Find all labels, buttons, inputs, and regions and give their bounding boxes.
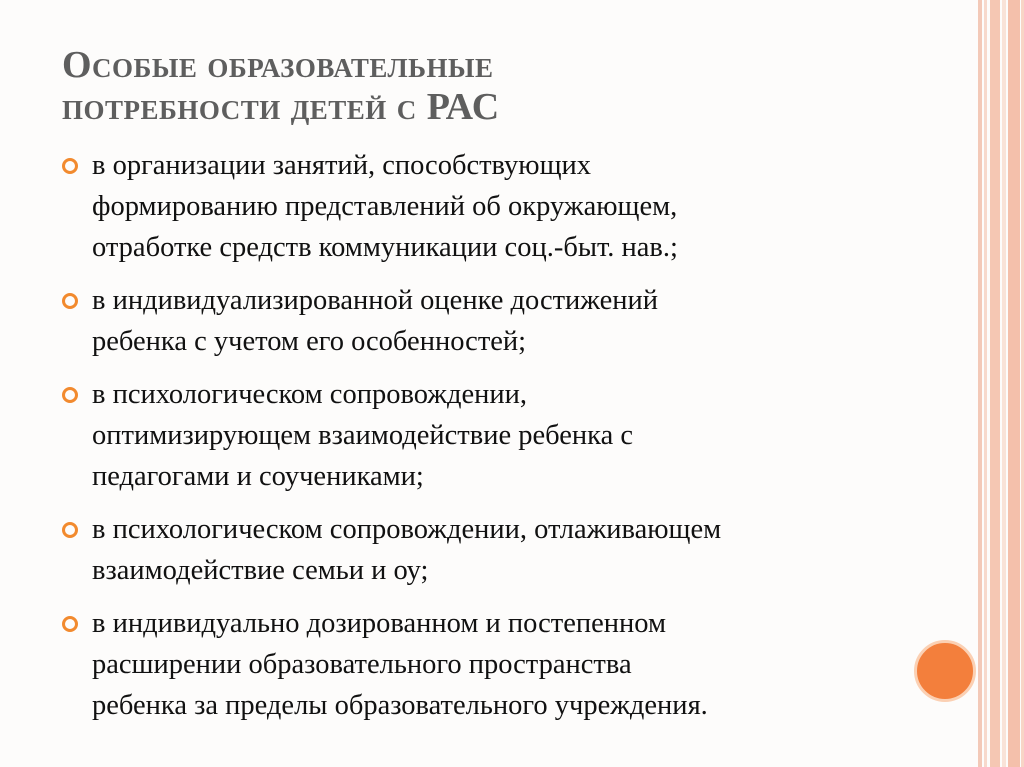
title-line: потребности детей с РАС — [62, 86, 500, 128]
item-line: взаимодействие семьи и оу; — [92, 555, 429, 586]
item-line: в психологическом сопровождении, отлаживающем — [92, 514, 722, 545]
item-line: в психологическом сопровождении, — [92, 379, 527, 410]
stripe — [1008, 0, 1020, 767]
item-line: в организации занятий, способствующих — [92, 150, 592, 181]
list-item — [58, 280, 958, 362]
stripe — [1002, 0, 1006, 767]
list-item — [58, 509, 958, 591]
orange-ring-bullet-icon — [62, 616, 78, 632]
orange-circle-decoration — [914, 640, 976, 702]
orange-ring-bullet-icon — [62, 522, 78, 538]
list-item — [58, 374, 958, 497]
item-line: педагогами и соучениками; — [92, 461, 424, 492]
item-line: формированию представлений об окружающем, — [92, 191, 678, 222]
stripe — [978, 0, 982, 767]
list-item — [58, 145, 958, 268]
stripe — [990, 0, 1000, 767]
item-line: ребенка за пределы образовательного учреждения. — [92, 690, 708, 721]
orange-ring-bullet-icon — [62, 158, 78, 174]
slide-title — [62, 44, 902, 128]
orange-ring-bullet-icon — [62, 293, 78, 309]
item-line: в индивидуально дозированном и постепенном — [92, 608, 667, 639]
stripe — [984, 0, 987, 767]
item-line: ребенка с учетом его особенностей; — [92, 326, 527, 357]
needs-list — [58, 145, 958, 738]
item-line: отработке средств коммуникации соц.-быт. нав.; — [92, 232, 678, 263]
decorative-stripes — [978, 0, 1024, 767]
item-line: расширении образовательного пространства — [92, 649, 632, 680]
item-line: оптимизирующем взаимодействие ребенка с — [92, 420, 634, 451]
orange-ring-bullet-icon — [62, 387, 78, 403]
item-line: в индивидуализированной оценке достижений — [92, 285, 659, 316]
title-line: Особые образовательные — [62, 44, 494, 86]
list-item — [58, 603, 958, 726]
